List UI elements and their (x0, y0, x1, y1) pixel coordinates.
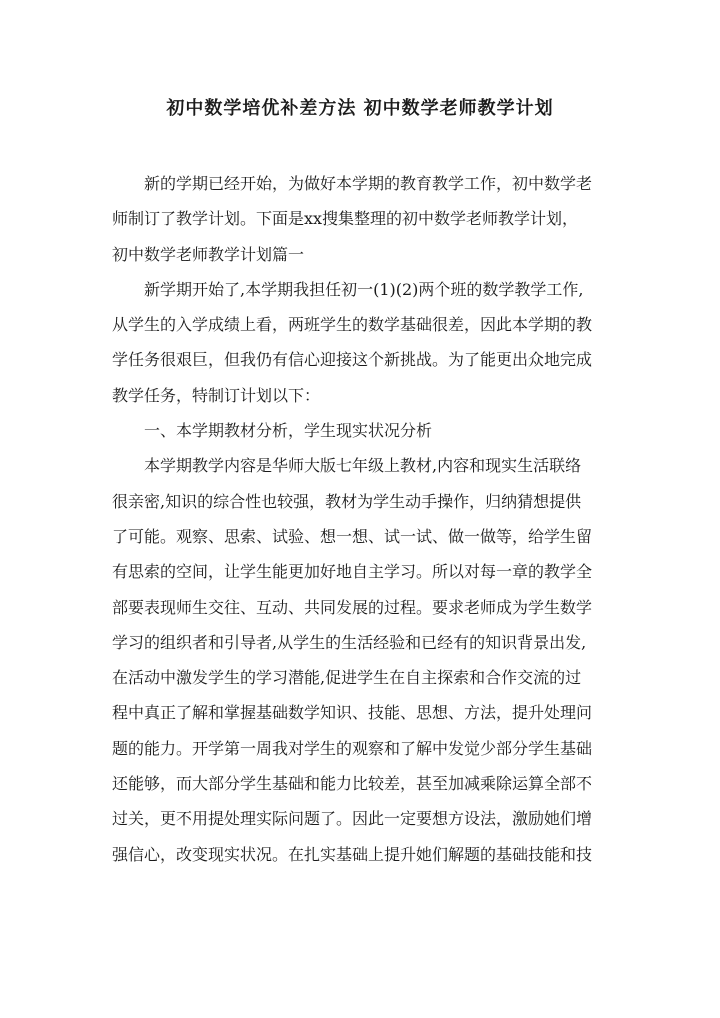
document-title: 初中数学培优补差方法 初中数学老师教学计划 (166, 98, 554, 119)
body-text-line: 新学期开始了,本学期我担任初一(1)(2)两个班的数学教学工作, (144, 279, 584, 299)
body-text-line: 很亲密,知识的综合性也较强，教材为学生动手操作，归纳猜想提供 (112, 491, 582, 511)
body-text-line: 初中数学老师教学计划篇一 (112, 244, 305, 264)
body-text-line: 了可能。观察、思索、试验、想一想、试一试、做一做等，给学生留 (112, 526, 593, 546)
body-text-line: 在活动中激发学生的学习潜能,促进学生在自主探索和合作交流的过 (112, 668, 582, 688)
body-text-line: 程中真正了解和掌握基础数学知识、技能、思想、方法，提升处理问 (112, 703, 593, 723)
body-text-line: 学习的组织者和引导者,从学生的生活经验和已经有的知识背景出发, (112, 632, 587, 652)
body-text-line: 过关，更不用提处理实际问题了。因此一定要想方设法，激励她们增 (112, 809, 593, 829)
body-text-line: 新的学期已经开始，为做好本学期的教育教学工作，初中数学老 (144, 174, 593, 193)
body-text-line: 强信心，改变现实状况。在扎实基础上提升她们解题的基础技能和技 (112, 844, 593, 864)
body-text-line: 题的能力。开学第一周我对学生的观察和了解中发觉少部分学生基础 (112, 738, 593, 758)
body-text-line: 从学生的入学成绩上看，两班学生的数学基础很差，因此本学期的教 (112, 315, 593, 335)
body-text-line: 本学期教学内容是华师大版七年级上教材,内容和现实生活联络 (144, 456, 582, 476)
body-text-line: 学任务很艰巨，但我仍有信心迎接这个新挑战。为了能更出众地完成 (112, 350, 593, 370)
body-text-line: 教学任务，特制订计划以下： (112, 385, 321, 405)
body-text-line: 一、本学期教材分析，学生现实状况分析 (144, 421, 433, 441)
body-text-line: 师制订了教学计划。下面是xx搜集整理的初中数学老师教学计划， (112, 209, 579, 229)
body-text-line: 有思索的空间，让学生能更加好地自主学习。所以对每一章的教学全 (112, 562, 593, 582)
body-text-line: 还能够，而大部分学生基础和能力比较差，甚至加减乘除运算全部不 (112, 774, 593, 794)
body-text-line: 部要表现师生交往、互动、共同发展的过程。要求老师成为学生数学 (112, 597, 593, 617)
document-body (112, 166, 612, 872)
